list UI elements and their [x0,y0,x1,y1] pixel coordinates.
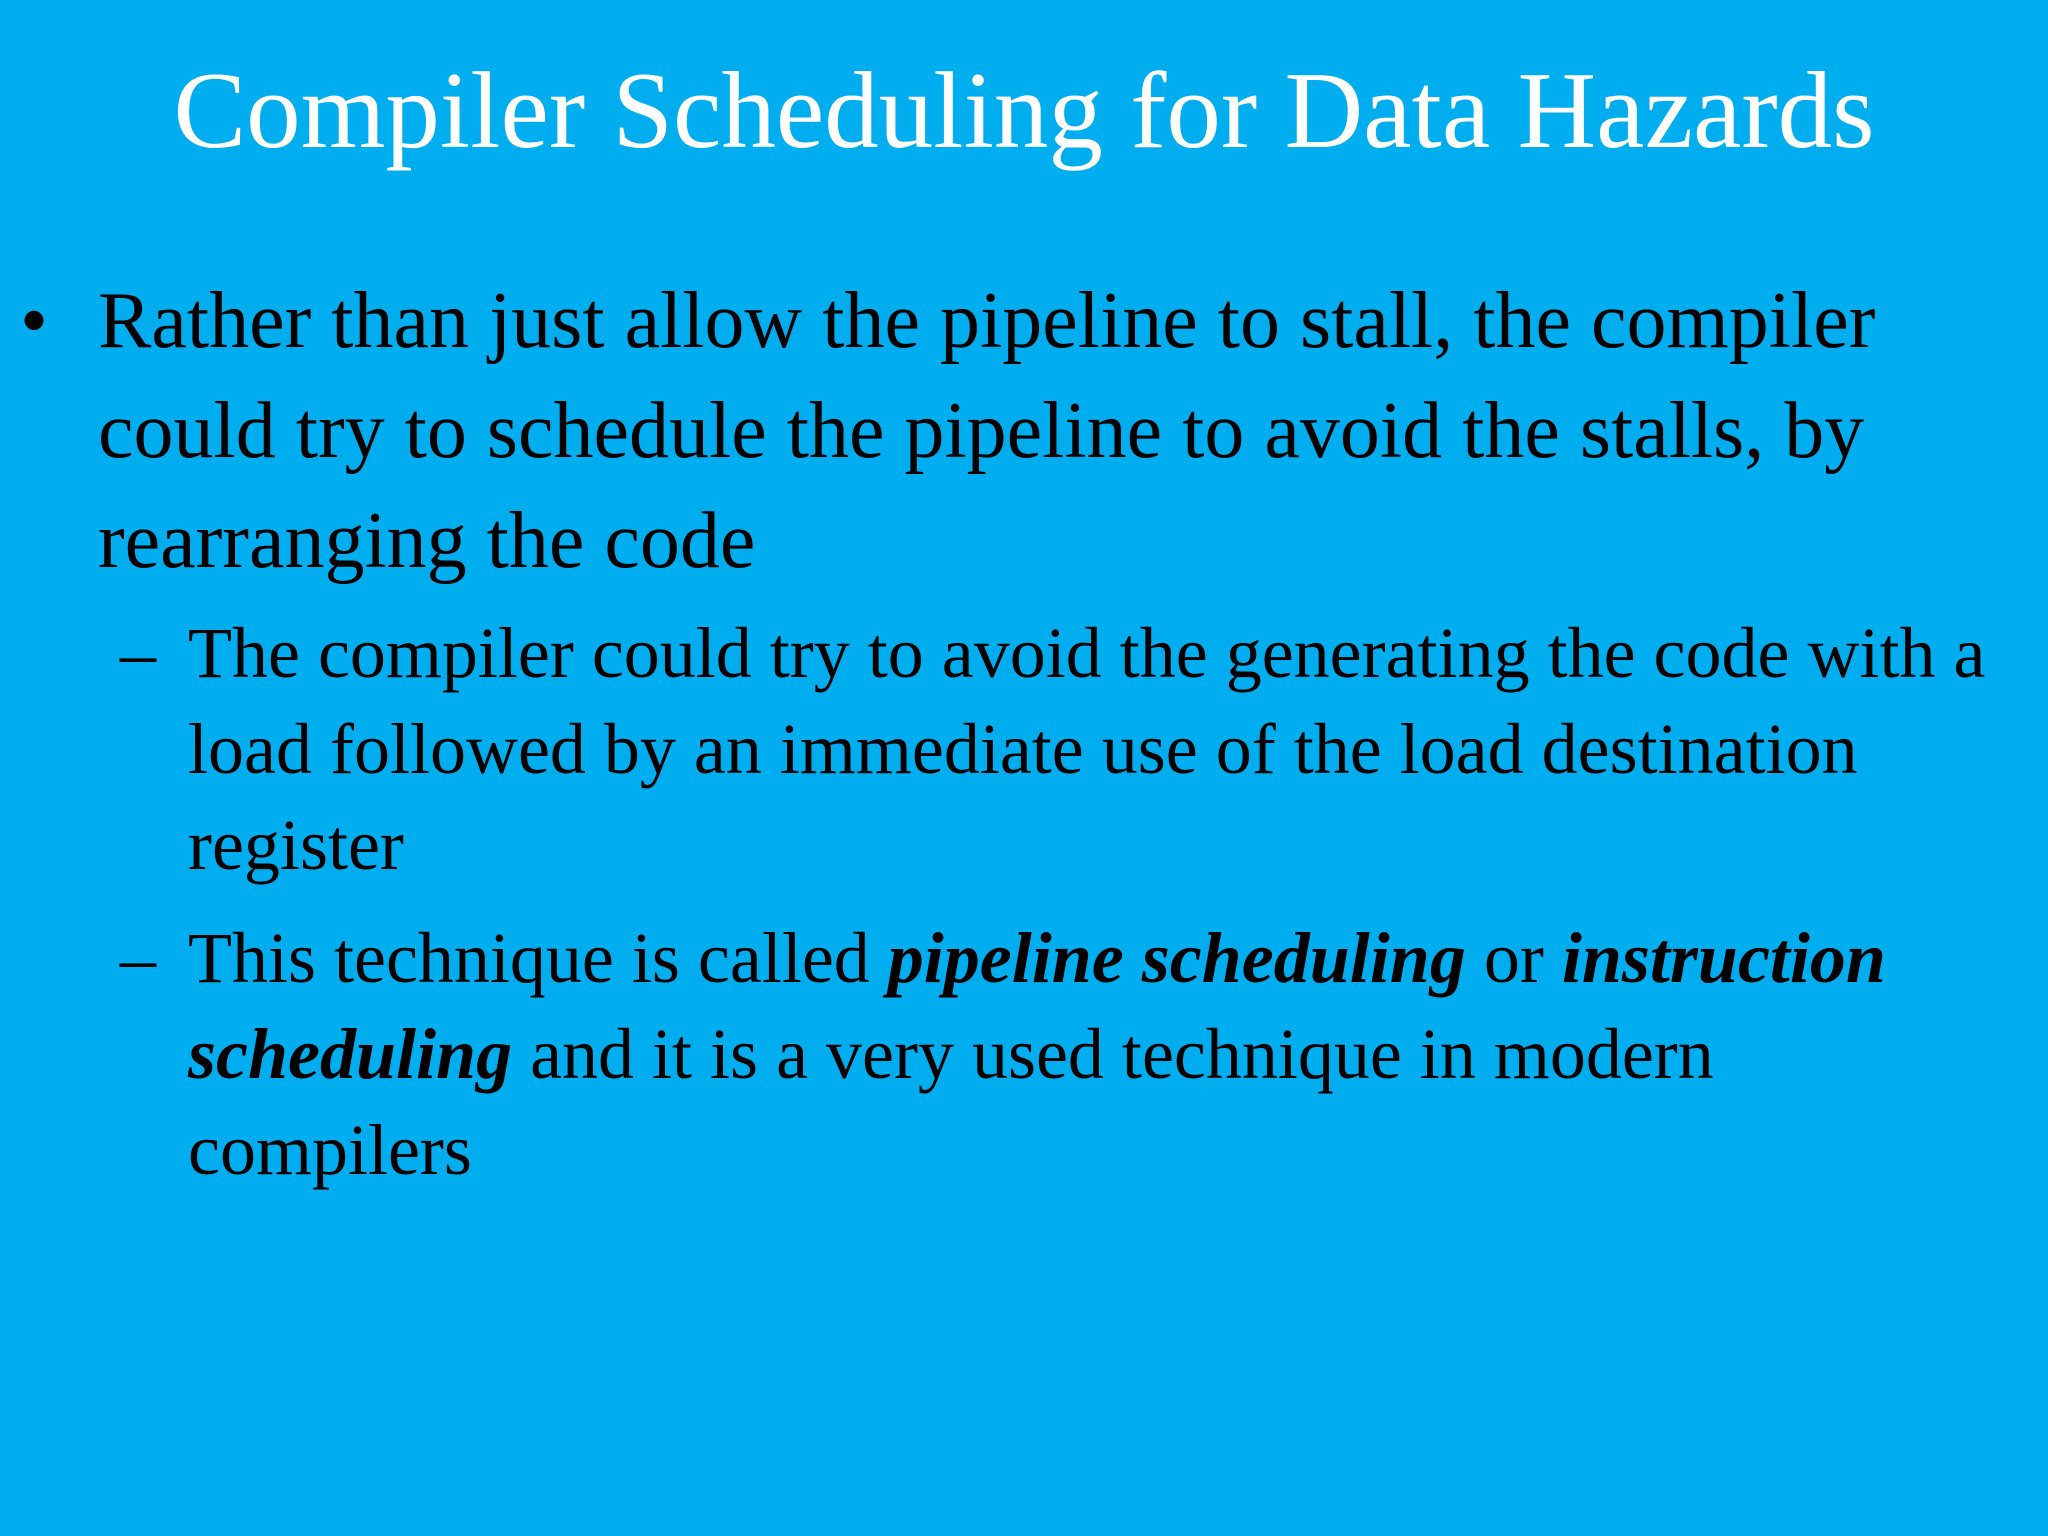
dash-icon: – [120,918,156,998]
emphasized-term: instruction scheduling [188,918,1886,1094]
dash-icon: – [120,613,156,693]
sub-bullet-text: The compiler could try to avoid the generating the code with a load followed by an immediate use of the load destination register [188,613,1986,885]
sub-bullet-text [188,910,2008,1198]
bullet-icon: • [20,277,49,365]
sub-bullet-text-part: and it is a very used technique in modern compilers [188,1014,1714,1190]
sub-bullet-text-part: This technique is called [188,918,888,998]
sub-bullet-text-part: or [1465,918,1562,998]
emphasized-term: pipeline scheduling [887,918,1466,998]
slide-title: Compiler Scheduling for Data Hazards [173,50,1875,171]
main-bullet-text: Rather than just allow the pipeline to stall, the compiler could try to schedule the pipeline to avoid the stalls, by rearranging the code [98,277,1876,585]
